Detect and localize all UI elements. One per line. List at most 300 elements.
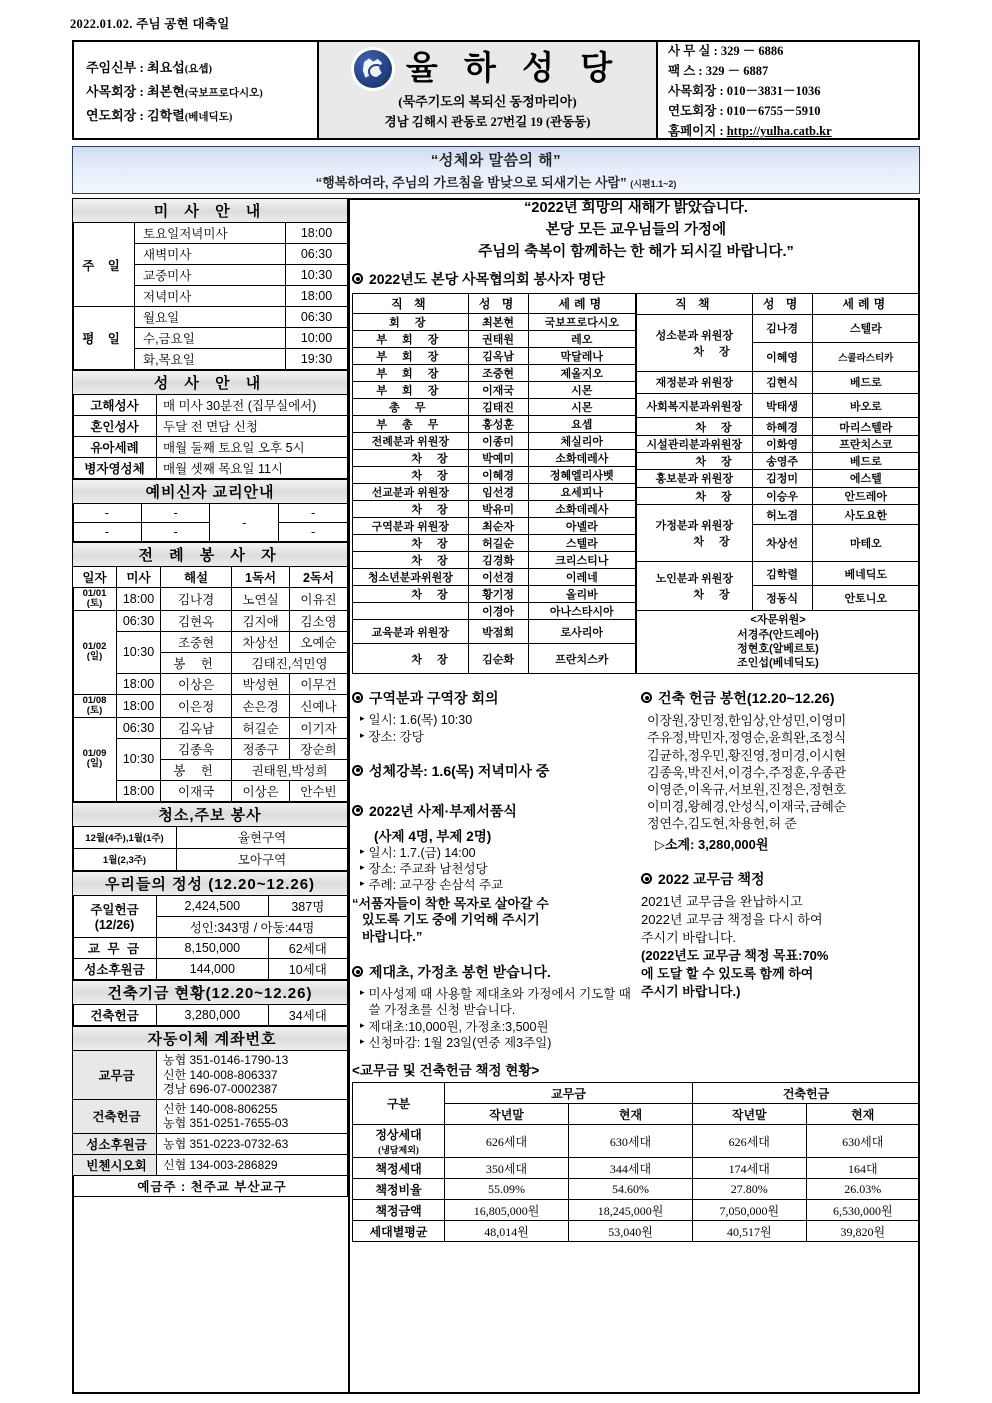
donor-line: 이영준,이옥규,서보원,진정은,정현호 [647, 781, 847, 797]
col-position: 직 책 [637, 294, 753, 314]
officer-role: 사목회장 [86, 83, 137, 99]
table-row [353, 1158, 920, 1179]
table-row [353, 1200, 920, 1221]
sacrament-value: 매 미사 30분전 (집무실에서) [157, 395, 348, 416]
roster-name: 박태생 [752, 394, 812, 418]
roster-name: 최본현 [468, 314, 528, 331]
donor-line: 김균하,정우민,황진영,정미경,이시현 [647, 747, 847, 763]
dues-paragraph: 주시기 바랍니다. [641, 930, 737, 946]
mass-time: 06:30 [286, 244, 348, 265]
contact-label: 사 무 실 [668, 44, 711, 58]
table-row [73, 826, 348, 848]
announcement-title: 2022 교무금 책정 [658, 871, 765, 888]
roster-name: 이혜경 [468, 467, 528, 484]
table-row [353, 552, 636, 569]
stat-cell: 54.60% [569, 1179, 693, 1200]
mass-name: 토요일저녁미사 [135, 223, 286, 244]
stats-title: <교무금 및 건축헌금 책정 현황> [352, 1063, 540, 1079]
roster-name: 황기정 [468, 586, 528, 603]
table-header-row [353, 294, 636, 314]
announcement-district-meeting [352, 688, 631, 708]
col-group-building: 건축헌금 [693, 1083, 920, 1104]
roster-position: 부 회 장 [353, 365, 469, 382]
sacrament-value: 두달 전 면담 신청 [157, 416, 348, 437]
mass-time: 18:00 [286, 286, 348, 307]
liturgy-date: 01/01 (토) [73, 588, 117, 611]
table-row [353, 399, 636, 416]
roster-position: 차 장 [637, 418, 753, 435]
theme-verse-row [316, 172, 677, 191]
liturgy-date: 01/02 (일) [73, 610, 117, 694]
church-name: 율 하 성 당 [405, 50, 622, 87]
contact-value: 010－3831－1036 [726, 84, 821, 98]
catechumen-cell: - [210, 504, 279, 542]
stat-cell: 630세대 [569, 1125, 693, 1158]
roster-name: 김경화 [468, 552, 528, 569]
roster-heading-text: 2022년도 본당 사목협의회 봉사자 명단 [369, 271, 606, 288]
theme-citation: (시편1.1~2) [630, 179, 677, 189]
triangle-bullet-icon: ▸ [360, 1019, 365, 1030]
catechumen-cell: - [279, 504, 348, 523]
roster-position: 청소년분과위원장 [353, 569, 469, 586]
roster-position: 차 장 [353, 467, 469, 484]
theme-title: “성체와 말씀의 해” [430, 152, 562, 169]
roster-position: 사회복지분과위원장 [637, 394, 753, 418]
liturgy-cell: 신예나 [290, 694, 348, 717]
roster-baptismal: 제올지오 [528, 365, 635, 382]
table-row [637, 487, 920, 504]
col-dues-current: 현재 [569, 1104, 693, 1125]
table-row [73, 610, 348, 631]
announcement-title: 제대초, 가정초 봉헌 받습니다. [369, 964, 551, 981]
officer-row: 연도회장 : 김학렬(베네딕도) [86, 107, 233, 123]
col-dues-lastyear: 작년말 [445, 1104, 569, 1125]
announcement-subtitle: (사제 4명, 부제 2명) [374, 828, 492, 844]
announcement-detail: ▸ 일시: 1.6(목) 10:30 [360, 713, 473, 728]
roster-position: 부 총 무 [353, 416, 469, 433]
sacrament-guide-heading: 성 사 안 내 [73, 371, 348, 395]
liturgy-date: 01/09 (일) [73, 717, 117, 801]
liturgy-cell: 이상은 [161, 673, 232, 694]
roster-position: 노인분과 위원장 차 장 [637, 561, 753, 610]
roster-name: 박점희 [468, 620, 528, 644]
table-row [73, 1176, 348, 1197]
announcement-detail: ▸ 일시: 1.7.(금) 14:00 [360, 845, 476, 860]
liturgy-cell: 노연실 [232, 588, 290, 611]
account-line: 경남 696-07-0002387 [163, 1082, 278, 1097]
announcement-benediction [352, 761, 631, 781]
liturgy-cell: 김현옥 [161, 610, 232, 631]
roster-name: 홍성훈 [468, 416, 528, 433]
table-row [353, 569, 636, 586]
liturgy-cell: 조중현 [161, 631, 232, 652]
table-row [637, 610, 920, 673]
roster-name: 조중현 [468, 365, 528, 382]
stat-cell: 26.03% [806, 1179, 920, 1200]
liturgy-offertory-label: 봉 헌 [161, 759, 232, 780]
liturgy-cell: 김나경 [161, 588, 232, 611]
roster-name: 하혜경 [752, 418, 812, 435]
table-row [353, 450, 636, 467]
liturgy-cell: 허길순 [232, 717, 290, 738]
cleaning-heading: 청소,주보 봉사 [73, 802, 348, 826]
offering-note: 성인:343명 / 아동:44명 [157, 916, 348, 937]
account-label-vincentian: 빈첸시오회 [73, 1155, 157, 1176]
offering-count: 387명 [268, 895, 347, 916]
roster-name: 박유미 [468, 501, 528, 518]
mass-name: 저녁미사 [135, 286, 286, 307]
roster-baptismal: 크리스티나 [528, 552, 635, 569]
contact-label: 홈페이지 [668, 124, 717, 138]
roster-name: 임선경 [468, 484, 528, 501]
building-fund-amount: 3,280,000 [157, 1004, 269, 1025]
triangle-bullet-icon: ▸ [360, 713, 365, 724]
liturgy-mass: 18:00 [117, 673, 161, 694]
mass-name: 교중미사 [135, 265, 286, 286]
roster-position: 총 무 [353, 399, 469, 416]
offering-count: 10세대 [268, 958, 347, 979]
stat-cell: 16,805,000원 [445, 1200, 569, 1221]
liturgy-cell: 이유진 [290, 588, 348, 611]
table-row [353, 1125, 920, 1158]
officer-name: 최본현 [147, 83, 185, 99]
stat-row-label: 책정세대 [353, 1158, 445, 1179]
table-row [353, 467, 636, 484]
roster-name: 이재국 [468, 382, 528, 399]
table-row [73, 458, 348, 479]
masthead-identity [319, 42, 658, 138]
officer-baptismal: (요셉) [184, 63, 213, 75]
column-divider [348, 198, 350, 1394]
officer-role: 주임신부 [86, 59, 137, 75]
table-row [73, 504, 348, 523]
col-group-dues: 교무금 [445, 1083, 693, 1104]
liturgy-cell: 안수빈 [290, 780, 348, 801]
roster-baptismal: 바오로 [812, 394, 919, 418]
liturgy-mass: 10:30 [117, 738, 161, 780]
table-row [73, 1134, 348, 1155]
roster-name: 김나경 [752, 314, 812, 343]
roster-name: 권태원 [468, 331, 528, 348]
roster-position: 차 장 [637, 487, 753, 504]
advisor-name: 서경주(안드레아) [737, 628, 819, 641]
roster-baptismal: 안토니오 [812, 586, 919, 610]
contact-label: 연도회장 [668, 104, 717, 118]
table-row [353, 501, 636, 518]
stat-cell: 55.09% [445, 1179, 569, 1200]
bullet-dot-icon [641, 873, 652, 884]
table-row [73, 694, 348, 717]
stat-cell: 53,040원 [569, 1221, 693, 1242]
table-row [637, 561, 920, 585]
account-numbers [157, 1155, 348, 1176]
theme-verse: “행복하여라, 주님의 가르침을 밤낮으로 되새기는 사람” [315, 175, 627, 190]
table-header-row [353, 1083, 920, 1104]
roster-baptismal: 로사리아 [528, 620, 635, 644]
liturgy-cell: 손은경 [232, 694, 290, 717]
right-column [352, 198, 920, 1242]
stat-cell: 7,050,000원 [693, 1200, 806, 1221]
roster-name: 박예미 [468, 450, 528, 467]
col-category: 구분 [353, 1083, 445, 1125]
roster-baptismal: 안드레아 [812, 487, 919, 504]
liturgy-cell: 김종욱 [161, 738, 232, 759]
bullet-dot-icon [352, 692, 363, 703]
roster-baptismal: 요셉 [528, 416, 635, 433]
col-building-lastyear: 작년말 [693, 1104, 806, 1125]
offering-heading: 우리들의 정성 (12.20~12.26) [73, 871, 348, 895]
triangle-bullet-icon: ▸ [360, 1035, 365, 1046]
account-line: 농협 351-0223-0732-63 [163, 1136, 289, 1151]
liturgy-cell: 정종구 [232, 738, 290, 759]
col-reading1: 1독서 [232, 567, 290, 588]
roster-position: 차 장 [353, 586, 469, 603]
roster-baptismal: 마테오 [812, 525, 919, 562]
mass-name: 월요일 [135, 307, 286, 328]
cleaning-week: 12월(4주),1월(1주) [73, 826, 177, 848]
triangle-bullet-icon: ▸ [360, 845, 365, 856]
roster-name: 허길순 [468, 535, 528, 552]
church-globe-logo-icon [354, 50, 392, 88]
roster-table-left [352, 293, 636, 674]
table-row [637, 504, 920, 524]
contact-value: 010－6755－5910 [726, 104, 821, 118]
dues-paragraph: 2021년 교무금을 완납하시고 [641, 894, 803, 910]
mass-day-weekday: 평 일 [73, 307, 135, 370]
roster-name: 김학렬 [752, 561, 812, 585]
table-row [73, 1004, 348, 1025]
roster-baptismal: 마리스텔라 [812, 418, 919, 435]
roster-baptismal: 요세피나 [528, 484, 635, 501]
stat-cell: 18,245,000원 [569, 1200, 693, 1221]
stat-cell: 626세대 [693, 1125, 806, 1158]
roster-baptismal: 국보프로다시오 [528, 314, 635, 331]
table-row [73, 223, 348, 244]
table-row [353, 518, 636, 535]
roster-name: 최순자 [468, 518, 528, 535]
table-row [353, 331, 636, 348]
roster-baptismal: 소화데레사 [528, 501, 635, 518]
contact-yeondo-chair: 연도회장 : 010－6755－5910 [668, 101, 918, 119]
announcement-detail: ▸ 장소: 주교좌 남천성당 [360, 862, 488, 876]
roster-baptismal: 아나스타시아 [528, 603, 635, 620]
building-fund-heading: 건축기금 현황(12.20~12.26) [73, 980, 348, 1004]
announcement-detail: ▸ 제대초:10,000원, 가정초:3,500원 [360, 1019, 549, 1034]
mass-day-sunday: 주 일 [73, 223, 135, 307]
triangle-bullet-icon: ▸ [360, 987, 365, 998]
stat-cell: 48,014원 [445, 1221, 569, 1242]
table-row [353, 586, 636, 603]
roster-position: 차 장 [353, 644, 469, 674]
liturgy-mass: 06:30 [117, 610, 161, 631]
homepage-link[interactable]: http://yulha.catb.kr [726, 124, 832, 138]
account-label-vocation: 성소후원금 [73, 1134, 157, 1155]
new-year-greeting [352, 198, 920, 263]
cleaning-week: 1월(2,3주) [73, 848, 177, 870]
contact-office: 사 무 실 : 329 － 6886 [668, 41, 918, 59]
roster-baptismal: 사도요한 [812, 504, 919, 524]
account-line: 신협 134-003-286829 [163, 1157, 278, 1172]
catechumen-cell: - [141, 523, 210, 542]
liturgy-offertory-names: 김태진,석민영 [232, 652, 348, 673]
dues-goal-paragraph: (2022년도 교무금 책정 목표:70% [641, 948, 829, 964]
advisor-name: 조인섭(베네딕도) [737, 657, 819, 670]
table-row [353, 603, 636, 620]
account-line: 농협 351-0251-7655-03 [163, 1116, 289, 1131]
table-row [73, 437, 348, 458]
mass-time: 06:30 [286, 307, 348, 328]
offering-amount: 8,150,000 [157, 937, 269, 958]
dues-goal-paragraph: 주시기 바랍니다.) [641, 984, 741, 1000]
roster-position: 차 장 [353, 535, 469, 552]
greeting-line: 주님의 축복이 함께하는 한 해가 되시길 바랍니다.” [478, 243, 794, 260]
officer-row: 사목회장 : 최본현(국보프로다시오) [86, 83, 263, 99]
roster-name: 정동식 [752, 586, 812, 610]
table-row [353, 365, 636, 382]
offering-table [72, 871, 348, 980]
officer-row: 주임신부 : 최요섭(요셉) [86, 59, 213, 75]
table-row [637, 314, 920, 343]
col-building-current: 현재 [806, 1104, 920, 1125]
account-label-building: 건축헌금 [73, 1099, 157, 1133]
table-row [353, 348, 636, 365]
ordination-quote: “서품자들이 착한 목자로 살아갈 수 있도록 기도 중에 기억해 주시기 바랍니다.” [352, 895, 549, 945]
liturgy-mass: 06:30 [117, 717, 161, 738]
table-row [637, 418, 920, 435]
roster-position: 차 장 [353, 501, 469, 518]
col-position: 직 책 [353, 294, 469, 314]
stat-row-label: 세대별평균 [353, 1221, 445, 1242]
table-row [73, 937, 348, 958]
sacrament-value: 매월 둘째 토요일 오후 5시 [157, 437, 348, 458]
table-row [73, 416, 348, 437]
stat-cell: 350세대 [445, 1158, 569, 1179]
bullet-dot-icon [352, 765, 363, 776]
announcement-title: 건축 헌금 봉헌(12.20~12.26) [658, 690, 835, 707]
col-mass: 미사 [117, 567, 161, 588]
greeting-line: 본당 모든 교우님들의 가정에 [545, 221, 727, 238]
announcements-right [641, 684, 920, 1051]
bullet-dot-icon [352, 805, 363, 816]
roster-position: 회 장 [353, 314, 469, 331]
roster-name: 이화영 [752, 435, 812, 452]
mass-name: 화,목요일 [135, 349, 286, 370]
col-commentator: 해설 [161, 567, 232, 588]
table-row [73, 395, 348, 416]
liturgy-cell: 장순희 [290, 738, 348, 759]
roster-position: 차 장 [637, 453, 753, 470]
masthead-contacts [658, 42, 918, 138]
announcement-detail: ▸ 장소: 강당 [360, 729, 424, 744]
roster-baptismal: 에스텔 [812, 470, 919, 487]
catechumen-cell: - [141, 504, 210, 523]
announcement-title: 구역분과 구역장 회의 [369, 690, 499, 707]
account-numbers [157, 1050, 348, 1099]
officer-baptismal: (국보프로다시오) [184, 87, 263, 99]
roster-name: 김옥남 [468, 348, 528, 365]
mass-time: 10:30 [286, 265, 348, 286]
roster-name: 김태진 [468, 399, 528, 416]
table-row [73, 895, 348, 916]
cleaning-zone: 율현구역 [177, 826, 348, 848]
contact-label: 팩 스 [668, 64, 696, 78]
donor-line: 김종욱,박진서,이경수,주정훈,우종관 [647, 764, 847, 780]
liturgy-cell: 이재국 [161, 780, 232, 801]
roster-baptismal: 레오 [528, 331, 635, 348]
roster-name: 허노겸 [752, 504, 812, 524]
mass-name: 새벽미사 [135, 244, 286, 265]
bullet-dot-icon [641, 692, 652, 703]
roster-position: 부 회 장 [353, 331, 469, 348]
catechumen-heading: 예비신자 교리안내 [73, 480, 348, 504]
mass-time: 19:30 [286, 349, 348, 370]
liturgy-cell: 박성현 [232, 673, 290, 694]
col-reading2: 2독서 [290, 567, 348, 588]
roster-heading [352, 269, 920, 289]
advisors-title: <자문위원> [750, 614, 806, 627]
roster-baptismal: 베네딕도 [812, 561, 919, 585]
contact-label: 사목회장 [668, 84, 717, 98]
col-name: 성 명 [468, 294, 528, 314]
officer-role: 연도회장 [86, 107, 137, 123]
account-label-dues: 교무금 [73, 1050, 157, 1099]
table-row [353, 416, 636, 433]
mass-guide-heading: 미 사 안 내 [73, 199, 348, 223]
announcement-dues-assessment [641, 869, 920, 889]
bullet-dot-icon [352, 966, 363, 977]
sacrament-label: 병자영성체 [73, 458, 157, 479]
liturgy-cell: 김옥남 [161, 717, 232, 738]
roster-baptismal: 올리바 [528, 586, 635, 603]
roster-baptismal: 정혜엘리사벳 [528, 467, 635, 484]
roster-position: 부 회 장 [353, 382, 469, 399]
stat-cell: 626세대 [445, 1125, 569, 1158]
stat-row-label: 책정비율 [353, 1179, 445, 1200]
roster-name: 송영주 [752, 453, 812, 470]
church-subtitle: (묵주기도의 복되신 동정마리아) [398, 94, 577, 109]
donor-line: 주유정,박민자,정영순,윤희완,조정식 [647, 730, 847, 746]
roster-baptismal: 아녤라 [528, 518, 635, 535]
dateline: 2022.01.02. 주님 공현 대축일 [70, 17, 230, 31]
roster-position: 가정분과 위원장 차 장 [637, 504, 753, 561]
officer-name: 최요섭 [147, 59, 185, 75]
roster-position: 선교분과 위원장 [353, 484, 469, 501]
liturgy-offertory-label: 봉 헌 [161, 652, 232, 673]
assessment-stats-table [352, 1082, 920, 1242]
catechumen-cell: - [73, 504, 142, 523]
left-column [72, 198, 348, 1197]
triangle-bullet-icon: ▸ [360, 862, 365, 872]
cleaning-zone: 모아구역 [177, 848, 348, 870]
account-holder: 예금주 : 천주교 부산교구 [73, 1176, 348, 1197]
donation-subtotal: ▷소계: 3,280,000원 [655, 837, 769, 853]
offering-label-vocation: 성소후원금 [73, 958, 157, 979]
account-numbers [157, 1134, 348, 1155]
announcement-ordination [352, 801, 631, 821]
offering-label-sunday: 주일헌금 (12/26) [73, 895, 157, 937]
roster-name: 이경아 [468, 603, 528, 620]
mass-time: 18:00 [286, 223, 348, 244]
announcement-detail: ▸ 신청마감: 1월 23일(연중 제3주일) [360, 1035, 552, 1050]
roster-name: 김정미 [752, 470, 812, 487]
advisors-block [637, 610, 920, 673]
table-row [353, 1221, 920, 1242]
liturgy-cell: 김소영 [290, 610, 348, 631]
stat-cell: 6,530,000원 [806, 1200, 920, 1221]
catechumen-table [72, 479, 348, 542]
roster-position: 차 장 [353, 450, 469, 467]
roster-name: 차상선 [752, 525, 812, 562]
